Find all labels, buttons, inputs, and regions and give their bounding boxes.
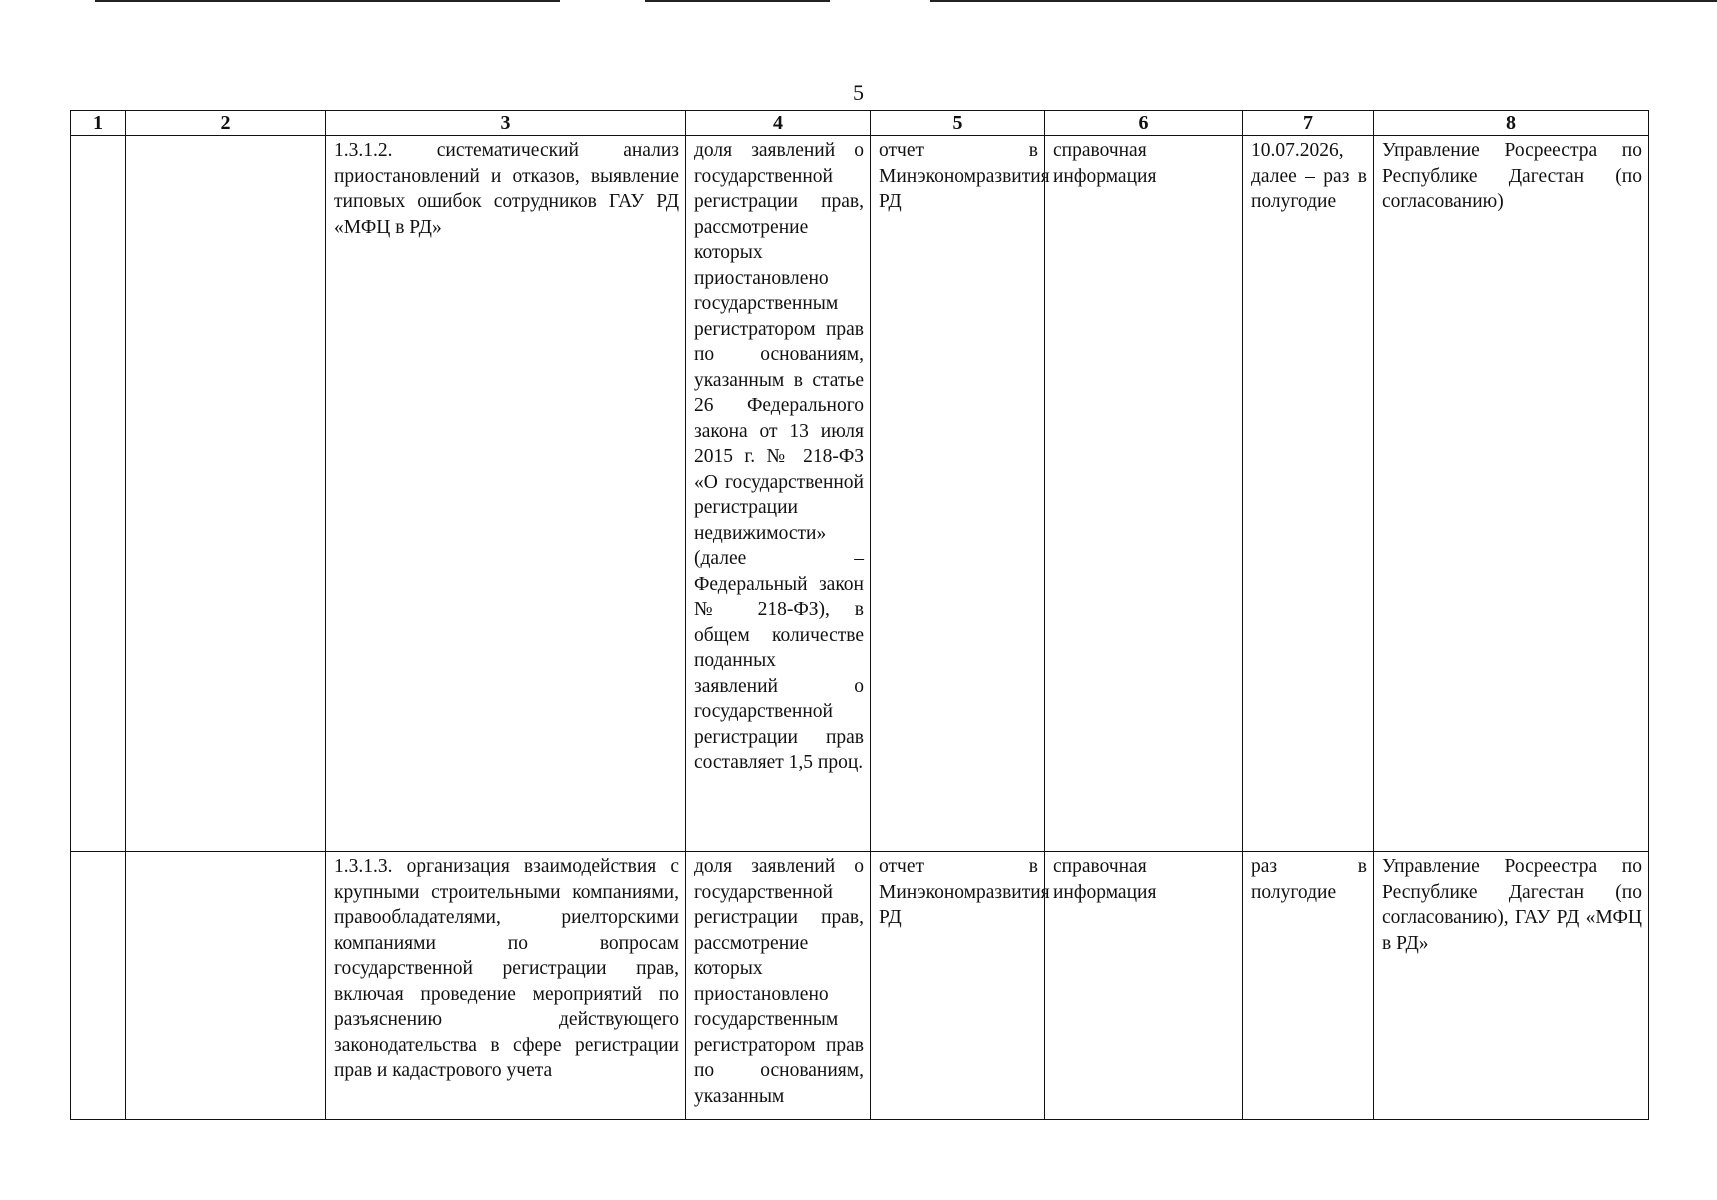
column-header-6: 6 [1045, 111, 1243, 136]
column-header-3: 3 [326, 111, 686, 136]
column-header-7: 7 [1243, 111, 1374, 136]
report-form-cell: отчет в Минэкономразвития РД [871, 136, 1045, 852]
column-header-2: 2 [126, 111, 326, 136]
scan-edge-right [930, 0, 1717, 2]
objective-cell [126, 852, 326, 1120]
result-type-cell: справочная информация [1045, 852, 1243, 1120]
row-number-cell [71, 852, 126, 1120]
column-number-row [71, 111, 1649, 136]
column-header-8: 8 [1374, 111, 1649, 136]
responsible-cell: Управление Росреестра по Республике Дагестан (по согласованию), ГАУ РД «МФЦ в РД» [1374, 852, 1649, 1120]
column-header-5: 5 [871, 111, 1045, 136]
table-row [71, 136, 1649, 852]
plan-table [70, 110, 1649, 1120]
indicator-cell: доля заявлений о государственной регистрации прав, рассмотрение которых приостановлено государственным регистратором прав по основаниям, указанным [686, 852, 871, 1120]
result-type-cell: справочная информация [1045, 136, 1243, 852]
scan-edge-middle [645, 0, 830, 2]
objective-cell [126, 136, 326, 852]
report-form-cell: отчет в Минэкономразвития РД [871, 852, 1045, 1120]
page-number: 5 [853, 80, 864, 105]
scan-edge-left [95, 0, 560, 2]
indicator-cell: доля заявлений о государственной регистрации прав, рассмотрение которых приостановлено государственным регистратором прав по основаниям, указанным в статье 26 Федерального закона от 13 июля 2015 г. № 218-ФЗ «О государственной регистрации недвижимости» (далее – Федеральный закон № 218-ФЗ), в общем количестве поданных заявлений о государственной регистрации прав составляет 1,5 проц. [686, 136, 871, 852]
column-header-1: 1 [71, 111, 126, 136]
measure-cell: 1.3.1.2. систематический анализ приостановлений и отказов, выявление типовых ошибок сотрудников ГАУ РД «МФЦ в РД» [326, 136, 686, 852]
responsible-cell: Управление Росреестра по Республике Дагестан (по согласованию) [1374, 136, 1649, 852]
column-header-4: 4 [686, 111, 871, 136]
deadline-cell: 10.07.2026, далее – раз в полугодие [1243, 136, 1374, 852]
deadline-cell: раз в полугодие [1243, 852, 1374, 1120]
row-number-cell [71, 136, 126, 852]
table-row [71, 852, 1649, 1120]
measure-cell: 1.3.1.3. организация взаимодействия с крупными строительными компаниями, правообладателями, риелторскими компаниями по вопросам государственной регистрации прав, включая проведение мероприятий по разъяснению действующего законодательства в сфере регистрации прав и кадастрового учета [326, 852, 686, 1120]
